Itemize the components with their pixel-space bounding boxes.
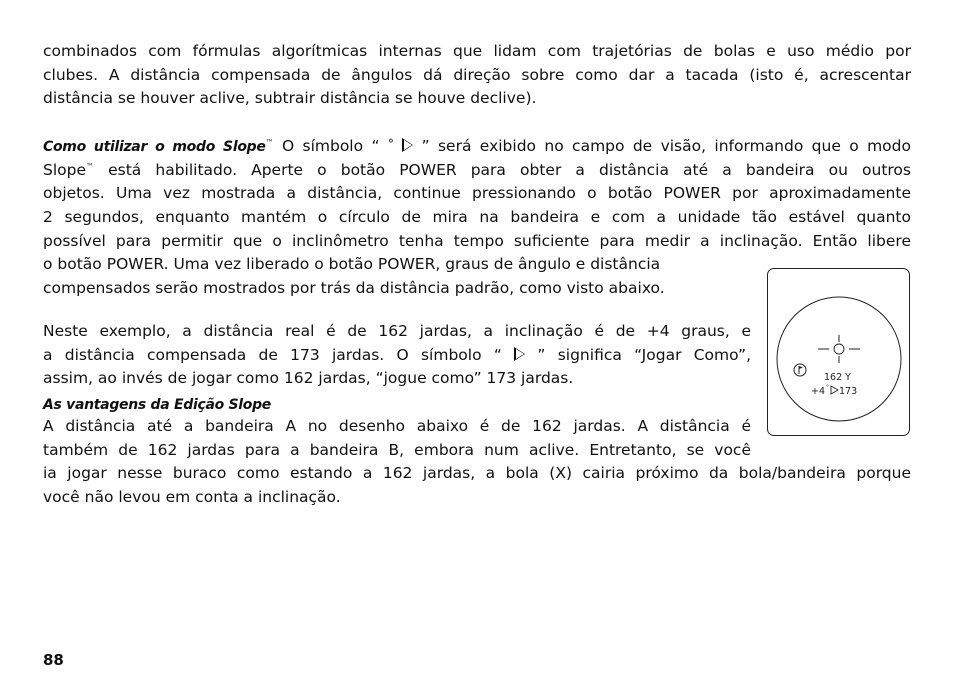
text-line: A distância até a bandeira A no desenho abaixo é de 162 jardas. A distância é: [43, 417, 751, 435]
text-fragment: ” será exibido no campo de visão, informando que o modo: [413, 137, 911, 155]
viewfinder-illustration: [767, 268, 910, 436]
trademark-mark: ™: [265, 137, 274, 147]
section-heading-advantages: As vantagens da Edição Slope: [43, 397, 271, 413]
text-line: objetos. Uma vez mostrada a distância, continue pressionando o botão POWER por aproximadamente: [43, 184, 911, 203]
text-line: assim, ao invés de jogar como 162 jardas, “jogue como” 173 jardas.: [43, 369, 574, 388]
text-line: compensados serão mostrados por trás da distância padrão, como visto abaixo.: [43, 279, 665, 298]
play-as-triangle-icon: [402, 138, 413, 152]
viewfinder-display: [768, 269, 911, 437]
text-line: [43, 159, 911, 183]
text-line: ia jogar nesse buraco como estando a 162 jardas, a bola (X) cairia próximo da bola/bandeira porque: [43, 464, 911, 483]
distance-readout: 162 Y: [824, 372, 851, 383]
text-line: clubes. A distância compensada de ângulos dá direção sobre como dar a tacada (isto é, acrescentar: [43, 65, 911, 84]
section-heading-slope-mode: Como utilizar o modo Slope: [43, 139, 266, 155]
text-line: [43, 344, 751, 368]
example-paragraph: [43, 320, 751, 391]
text-line: combinados com fórmulas algorítmicas internas que lidam com trajetórias de bolas e uso médio por: [43, 42, 911, 60]
flag-mode-icon: [794, 364, 806, 376]
trademark-mark: ™: [86, 161, 95, 171]
text-line: possível para permitir que o inclinômetro tenha tempo suficiente para medir a inclinação. Então libere: [43, 231, 911, 250]
aiming-circle: [834, 344, 844, 354]
compensated-distance-readout: 173: [839, 386, 858, 397]
text-line: distância se houver aclive, subtrair distância se houve declive).: [43, 89, 537, 108]
text-fragment: a distância compensada de 173 jardas. O símbolo “: [43, 345, 515, 364]
text-line: Neste exemplo, a distância real é de 162 jardas, a inclinação é de +4 graus, e: [43, 322, 751, 340]
text-line: [43, 135, 911, 159]
degree-symbol: °: [826, 384, 829, 391]
page-number: 88: [43, 651, 64, 669]
play-as-triangle-icon: [831, 386, 838, 394]
text-line: você não levou em conta a inclinação.: [43, 488, 341, 507]
text-line: também de 162 jardas para a bandeira B, embora num aclive. Entretanto, se você: [43, 440, 751, 459]
text-fragment: O símbolo “: [281, 137, 388, 155]
angle-readout: +4: [811, 386, 826, 397]
degree-symbol: °: [387, 137, 394, 151]
text-fragment: Slope: [43, 160, 87, 179]
text-line: o botão POWER. Uma vez liberado o botão POWER, graus de ângulo e distância: [43, 255, 661, 274]
intro-paragraph: [43, 40, 911, 111]
text-fragment: ” significa “Jogar Como”,: [525, 345, 752, 364]
play-as-triangle-icon: [514, 347, 525, 361]
text-line: 2 segundos, enquanto mantém o círculo de mira na bandeira e com a unidade tão estável quanto: [43, 208, 911, 227]
text-fragment: está habilitado. Aperte o botão POWER para obter a distância até a bandeira ou outros: [94, 160, 911, 179]
